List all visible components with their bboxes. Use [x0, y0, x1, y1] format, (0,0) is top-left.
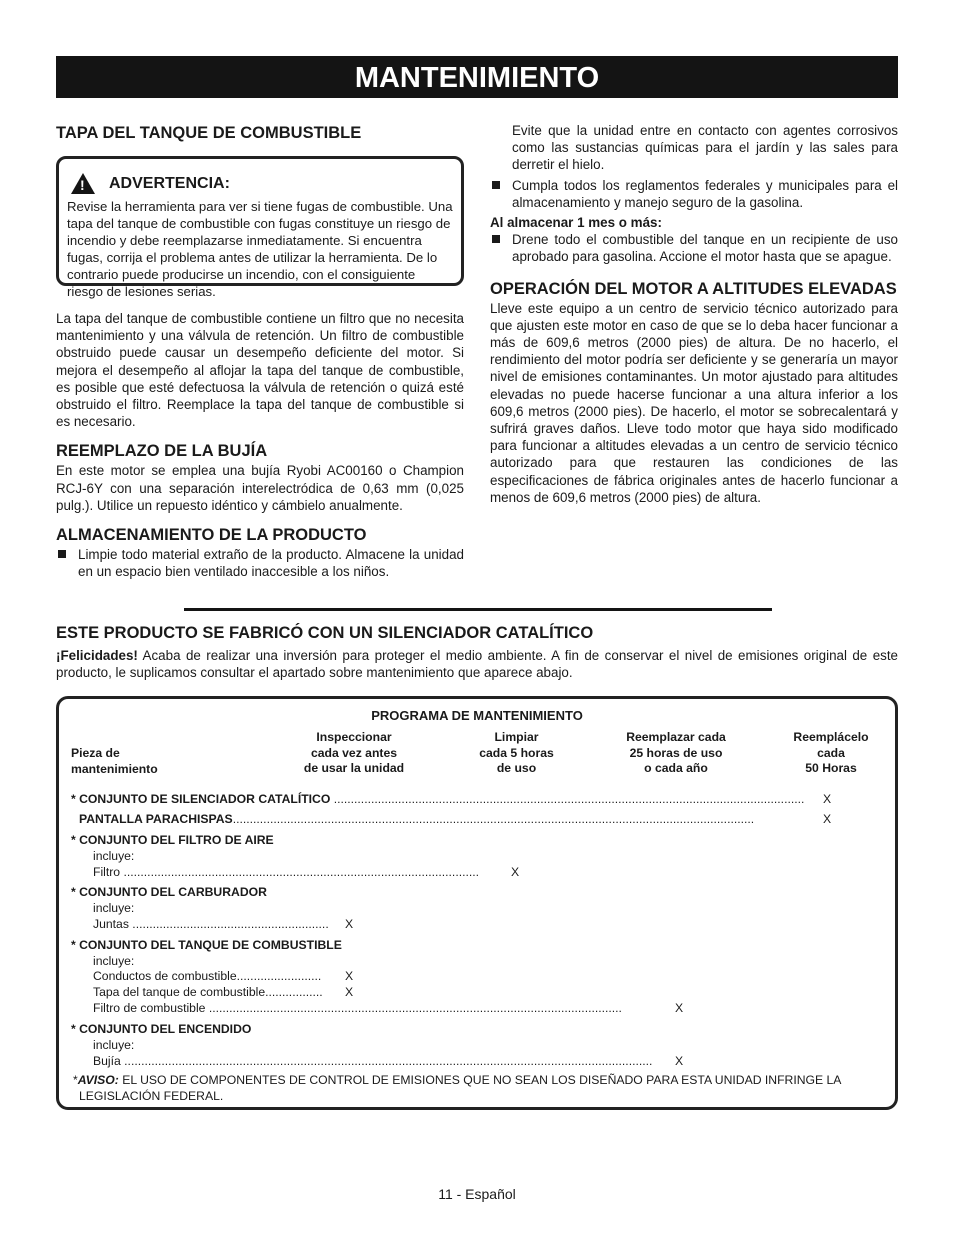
mark-x: X [675, 1054, 684, 1068]
warning-triangle-icon: ! [71, 173, 95, 194]
maintenance-schedule [56, 696, 898, 1110]
table-row: Filtro ......................................................................................................... [93, 865, 480, 879]
fuel-cap-text: La tapa del tanque de combustible contiene un filtro que no necesita mantenimiento y una válvula de retención. Un filtro de combustible obstruido puede causar un desempeño deficiente del motor. Si mejora el desempeño al aflojar la tapa del tanque de combustible, es posible que esté defectuosa la válvula de retención o quizá esté obstruido el filtro. Reemplace la tapa del tanque de combustible si es necesario. [56, 311, 464, 430]
mark-x: X [823, 792, 832, 806]
aviso-note-cont: LEGISLACIÓN FEDERAL. [79, 1089, 224, 1103]
heading-altitude: OPERACIÓN DEL MOTOR A ALTITUDES ELEVADAS [490, 279, 897, 298]
section-divider [184, 608, 772, 611]
table-row: Juntas .......................................................... [93, 917, 329, 931]
heading-spark-plug: REEMPLAZO DE LA BUJÍA [56, 442, 268, 461]
page-title: MANTENIMIENTO [56, 56, 898, 98]
table-row: Bujía ............................................................................................................................................................ [93, 1054, 653, 1068]
table-row: * CONJUNTO DE SILENCIADOR CATALÍTICO ........................................................................................................................................... [71, 792, 805, 806]
heading-storage: ALMACENAMIENTO DE LA PRODUCTO [56, 526, 367, 545]
list-item: Limpie todo material extraño de la producto. Almacene la unidad en un espacio bien ventilado inaccesible a los niños. [56, 546, 464, 580]
list-item: Cumpla todos los reglamentos federales y municipales para el almacenamiento y manejo seguro de la gasolina. [490, 177, 898, 211]
aviso-note: *AVISO: EL USO DE COMPONENTES DE CONTROL DE EMISIONES QUE NO SEAN LOS DISEÑADO PARA ESTA UNIDAD INFRINGE LA [73, 1073, 842, 1087]
table-row: * CONJUNTO DEL TANQUE DE COMBUSTIBLE [71, 938, 342, 952]
catalytic-text: Acaba de realizar una inversión para proteger el medio ambiente. A fin de conservar el nivel de emisiones original de este producto, le suplicamos consultar el apartado sobre mantenimiento que aparece abajo. [56, 648, 898, 681]
mark-x: X [511, 865, 520, 879]
bullet-icon [492, 235, 500, 243]
mark-x: X [345, 969, 354, 983]
right-column [490, 122, 898, 506]
col-replace25-header: Reemplazar cada 25 horas de uso o cada año [626, 730, 726, 776]
mark-x: X [345, 985, 354, 999]
col-inspect-header: Inspeccionar cada vez antes de usar la unidad [303, 730, 405, 776]
congrats-label: ¡Felicidades! [56, 648, 138, 663]
warning-title: ADVERTENCIA: [109, 174, 230, 192]
col-clean-header: Limpiar cada 5 horas de uso [479, 730, 554, 776]
month-storage-label: Al almacenar 1 mes o más: [490, 215, 662, 231]
table-row: * CONJUNTO DEL ENCENDIDO [71, 1022, 252, 1036]
heading-catalytic: ESTE PRODUCTO SE FABRICÓ CON UN SILENCIADOR CATALÍTICO [56, 624, 594, 642]
mark-x: X [823, 812, 832, 826]
storage-continued-text: Evite que la unidad entre en contacto con agentes corrosivos como las sustancias químicas para el jardín y las sales para derretir el hielo. [512, 123, 898, 173]
warning-box [56, 156, 464, 299]
mark-x: X [675, 1001, 684, 1015]
schedule-title: PROGRAMA DE MANTENIMIENTO [371, 708, 583, 723]
col-part-header: Pieza de mantenimiento [71, 746, 158, 776]
bullet-icon [58, 550, 66, 558]
warning-text: Revise la herramienta para ver si tiene fugas de combustible. Una tapa del tanque de combustible con fugas constituye un riesgo de incendio y debe reemplazarse inmediatamente. Si encuentra fugas, corrija el problema antes de utilizar la herramienta. De lo contrario puede producirse un incendio, con el consiguiente riesgo de lesiones serias. [67, 199, 453, 299]
includes-label: incluye: [93, 954, 135, 968]
mark-x: X [345, 917, 354, 931]
table-row: PANTALLA PARACHISPAS.......................................................................................................................................................... [79, 812, 755, 826]
catalytic-section [56, 622, 898, 681]
page-number: 11 - Español [438, 1186, 516, 1202]
table-row: Filtro de combustible .......................................................................................................................... [93, 1001, 622, 1015]
includes-label: incluye: [93, 849, 135, 863]
includes-label: incluye: [93, 1038, 135, 1052]
includes-label: incluye: [93, 901, 135, 915]
table-row: * CONJUNTO DEL FILTRO DE AIRE [71, 833, 274, 847]
heading-fuel-cap: TAPA DEL TANQUE DE COMBUSTIBLE [56, 124, 362, 142]
table-row: Tapa del tanque de combustible................. [93, 985, 323, 999]
list-item: Drene todo el combustible del tanque en un recipiente de uso aprobado para gasolina. Accione el motor hasta que se apague. [490, 231, 898, 265]
table-row: * CONJUNTO DEL CARBURADOR [71, 885, 267, 899]
spark-plug-text: En este motor se emplea una bujía Ryobi AC00160 o Champion RCJ-6Y con una separación interelectródica de 0,63 mm (0,025 pulg.). Utilice un repuesto idéntico y cámbielo anualmente. [56, 463, 464, 513]
bullet-icon [492, 181, 500, 189]
left-column [56, 122, 464, 580]
altitude-text: Lleve este equipo a un centro de servicio técnico autorizado para que ajusten este motor en caso de que se lo deba hacer funcionar a más de 609,6 metros (2000 pies) de altura. De no hacerlo, el rendimiento del motor podría ser deficiente y se generaría un mayor nivel de emisiones contaminantes. Un motor ajustado para altitudes elevadas no puede hacerse funcionar a una altura inferior a los 609,6 metros (2000 pies). De hacerlo, el motor se sobrecalentará y sufrirá graves daños. Lleve todo motor que haya sido modificado para funcionar a altitudes elevadas a un centro de servicio técnico autorizado para que restauren las condiciones de las especificaciones de fábrica originales antes de hacerlo funcionar a menos de 609,6 metros (2000 pies) de altura. [490, 300, 898, 505]
table-row: Conductos de combustible......................... [93, 969, 322, 983]
col-replace50-header: Reemplácelo cada 50 Horas [793, 730, 869, 776]
